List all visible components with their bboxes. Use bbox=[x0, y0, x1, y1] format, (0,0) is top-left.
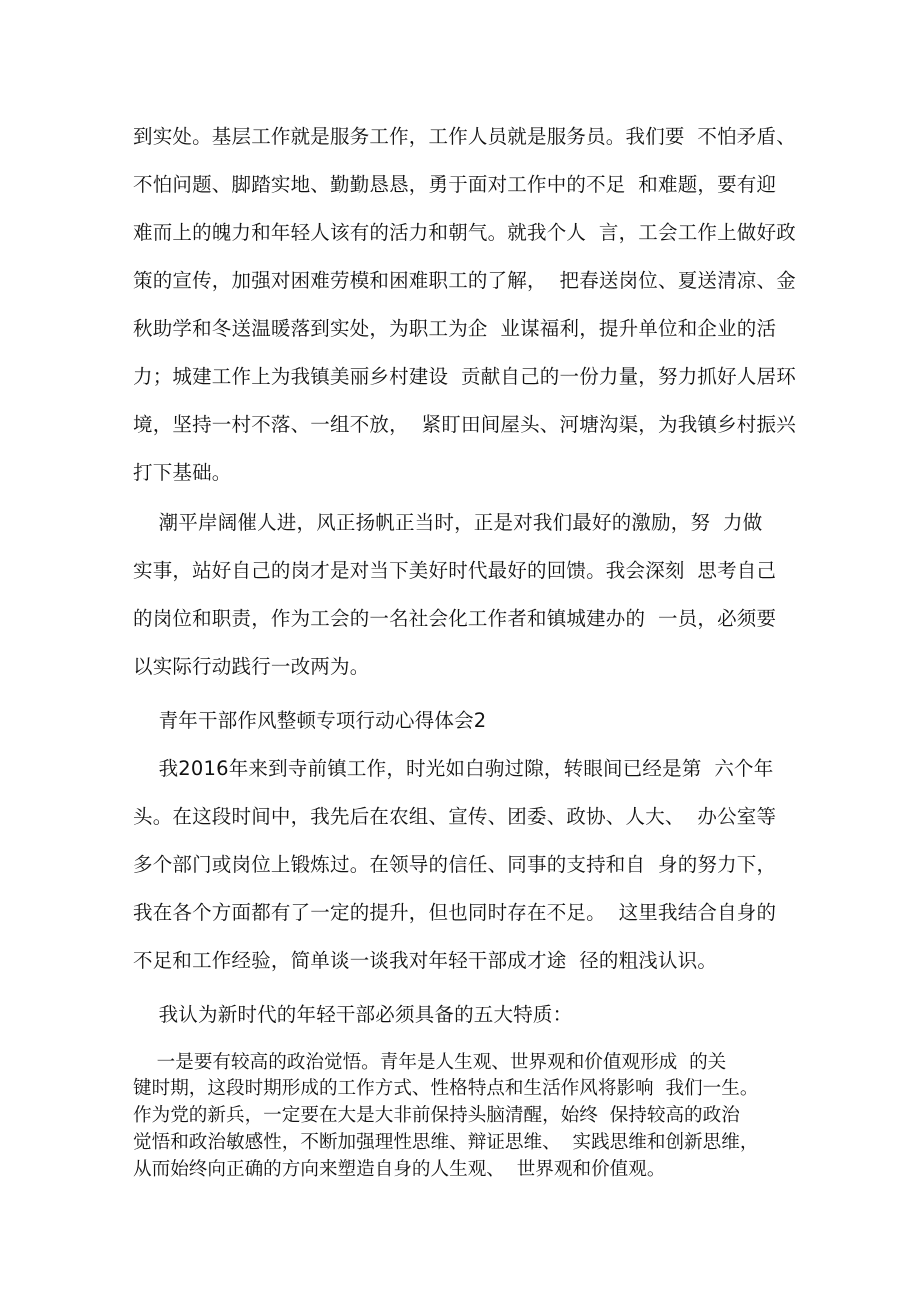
paragraph-line: 从而始终向正确的方向来塑造自身的人生观、 世界观和价值观。 bbox=[133, 1159, 666, 1180]
paragraph-line: 实事，站好自己的岗才是对当下美好时代最好的回馈。我会深刻 思考自己 bbox=[133, 559, 777, 582]
section-title: 青年干部作风整顿专项行动心得体会2 bbox=[133, 709, 487, 732]
paragraph-line: 打下基础。 bbox=[133, 461, 232, 484]
paragraph-line: 策的宣传，加强对困难劳模和困难职工的了解， 把春送岗位、夏送清凉、金 bbox=[133, 269, 796, 292]
paragraph-line: 难而上的魄力和年轻人该有的活力和朝气。就我个人 言，工会工作上做好政 bbox=[133, 221, 796, 244]
paragraph-line: 作为党的新兵，一定要在大是大非前保持头脑清醒，始终 保持较高的政治 bbox=[133, 1105, 740, 1126]
paragraph-line: 以实际行动践行一改两为。 bbox=[133, 655, 370, 678]
paragraph-line: 不怕问题、脚踏实地、勤勤恳恳，勇于面对工作中的不足 和难题，要有迎 bbox=[133, 173, 777, 196]
paragraph-line: 我在各个方面都有了一定的提升，但也同时存在不足。 这里我结合自身的 bbox=[133, 901, 777, 924]
paragraph-line: 力；城建工作上为我镇美丽乡村建设 贡献自己的一份力量，努力抓好人居环 bbox=[133, 365, 796, 388]
paragraph-line: 我认为新时代的年轻干部必须具备的五大特质： bbox=[133, 1003, 573, 1026]
paragraph-line: 到实处。基层工作就是服务工作，工作人员就是服务员。我们要 不怕矛盾、 bbox=[133, 125, 796, 148]
paragraph-line: 一是要有较高的政治觉悟。青年是人生观、世界观和价值观形成 的关 bbox=[133, 1052, 727, 1073]
paragraph-line: 头。在这段时间中，我先后在农组、宣传、团委、政协、人大、 办公室等 bbox=[133, 805, 777, 828]
paragraph-line: 觉悟和政治敏感性，不断加强理性思维、辩证思维、 实践思维和创新思维， bbox=[133, 1132, 759, 1153]
paragraph-line: 境，坚持一村不落、一组不放， 紧盯田间屋头、河塘沟渠，为我镇乡村振兴 bbox=[133, 413, 796, 436]
paragraph-line: 秋助学和冬送温暖落到实处，为职工为企 业谋福利，提升单位和企业的活 bbox=[133, 317, 777, 340]
paragraph-line: 键时期，这段时期形成的工作方式、性格特点和生活作风将影响 我们一生。 bbox=[133, 1078, 759, 1099]
paragraph-line: 我2016年来到寺前镇工作，时光如白驹过隙，转眼间已经是第 六个年 bbox=[133, 757, 774, 780]
paragraph-line: 不足和工作经验，简单谈一谈我对年轻干部成才途 径的粗浅认识。 bbox=[133, 949, 718, 972]
paragraph-line: 潮平岸阔催人进，风正扬帆正当时，正是对我们最好的激励，努 力做 bbox=[133, 511, 763, 534]
paragraph-line: 多个部门或岗位上锻炼过。在领导的信任、同事的支持和自 身的努力下， bbox=[133, 853, 777, 876]
paragraph-line: 的岗位和职责，作为工会的一名社会化工作者和镇城建办的 一员，必须要 bbox=[133, 607, 777, 630]
